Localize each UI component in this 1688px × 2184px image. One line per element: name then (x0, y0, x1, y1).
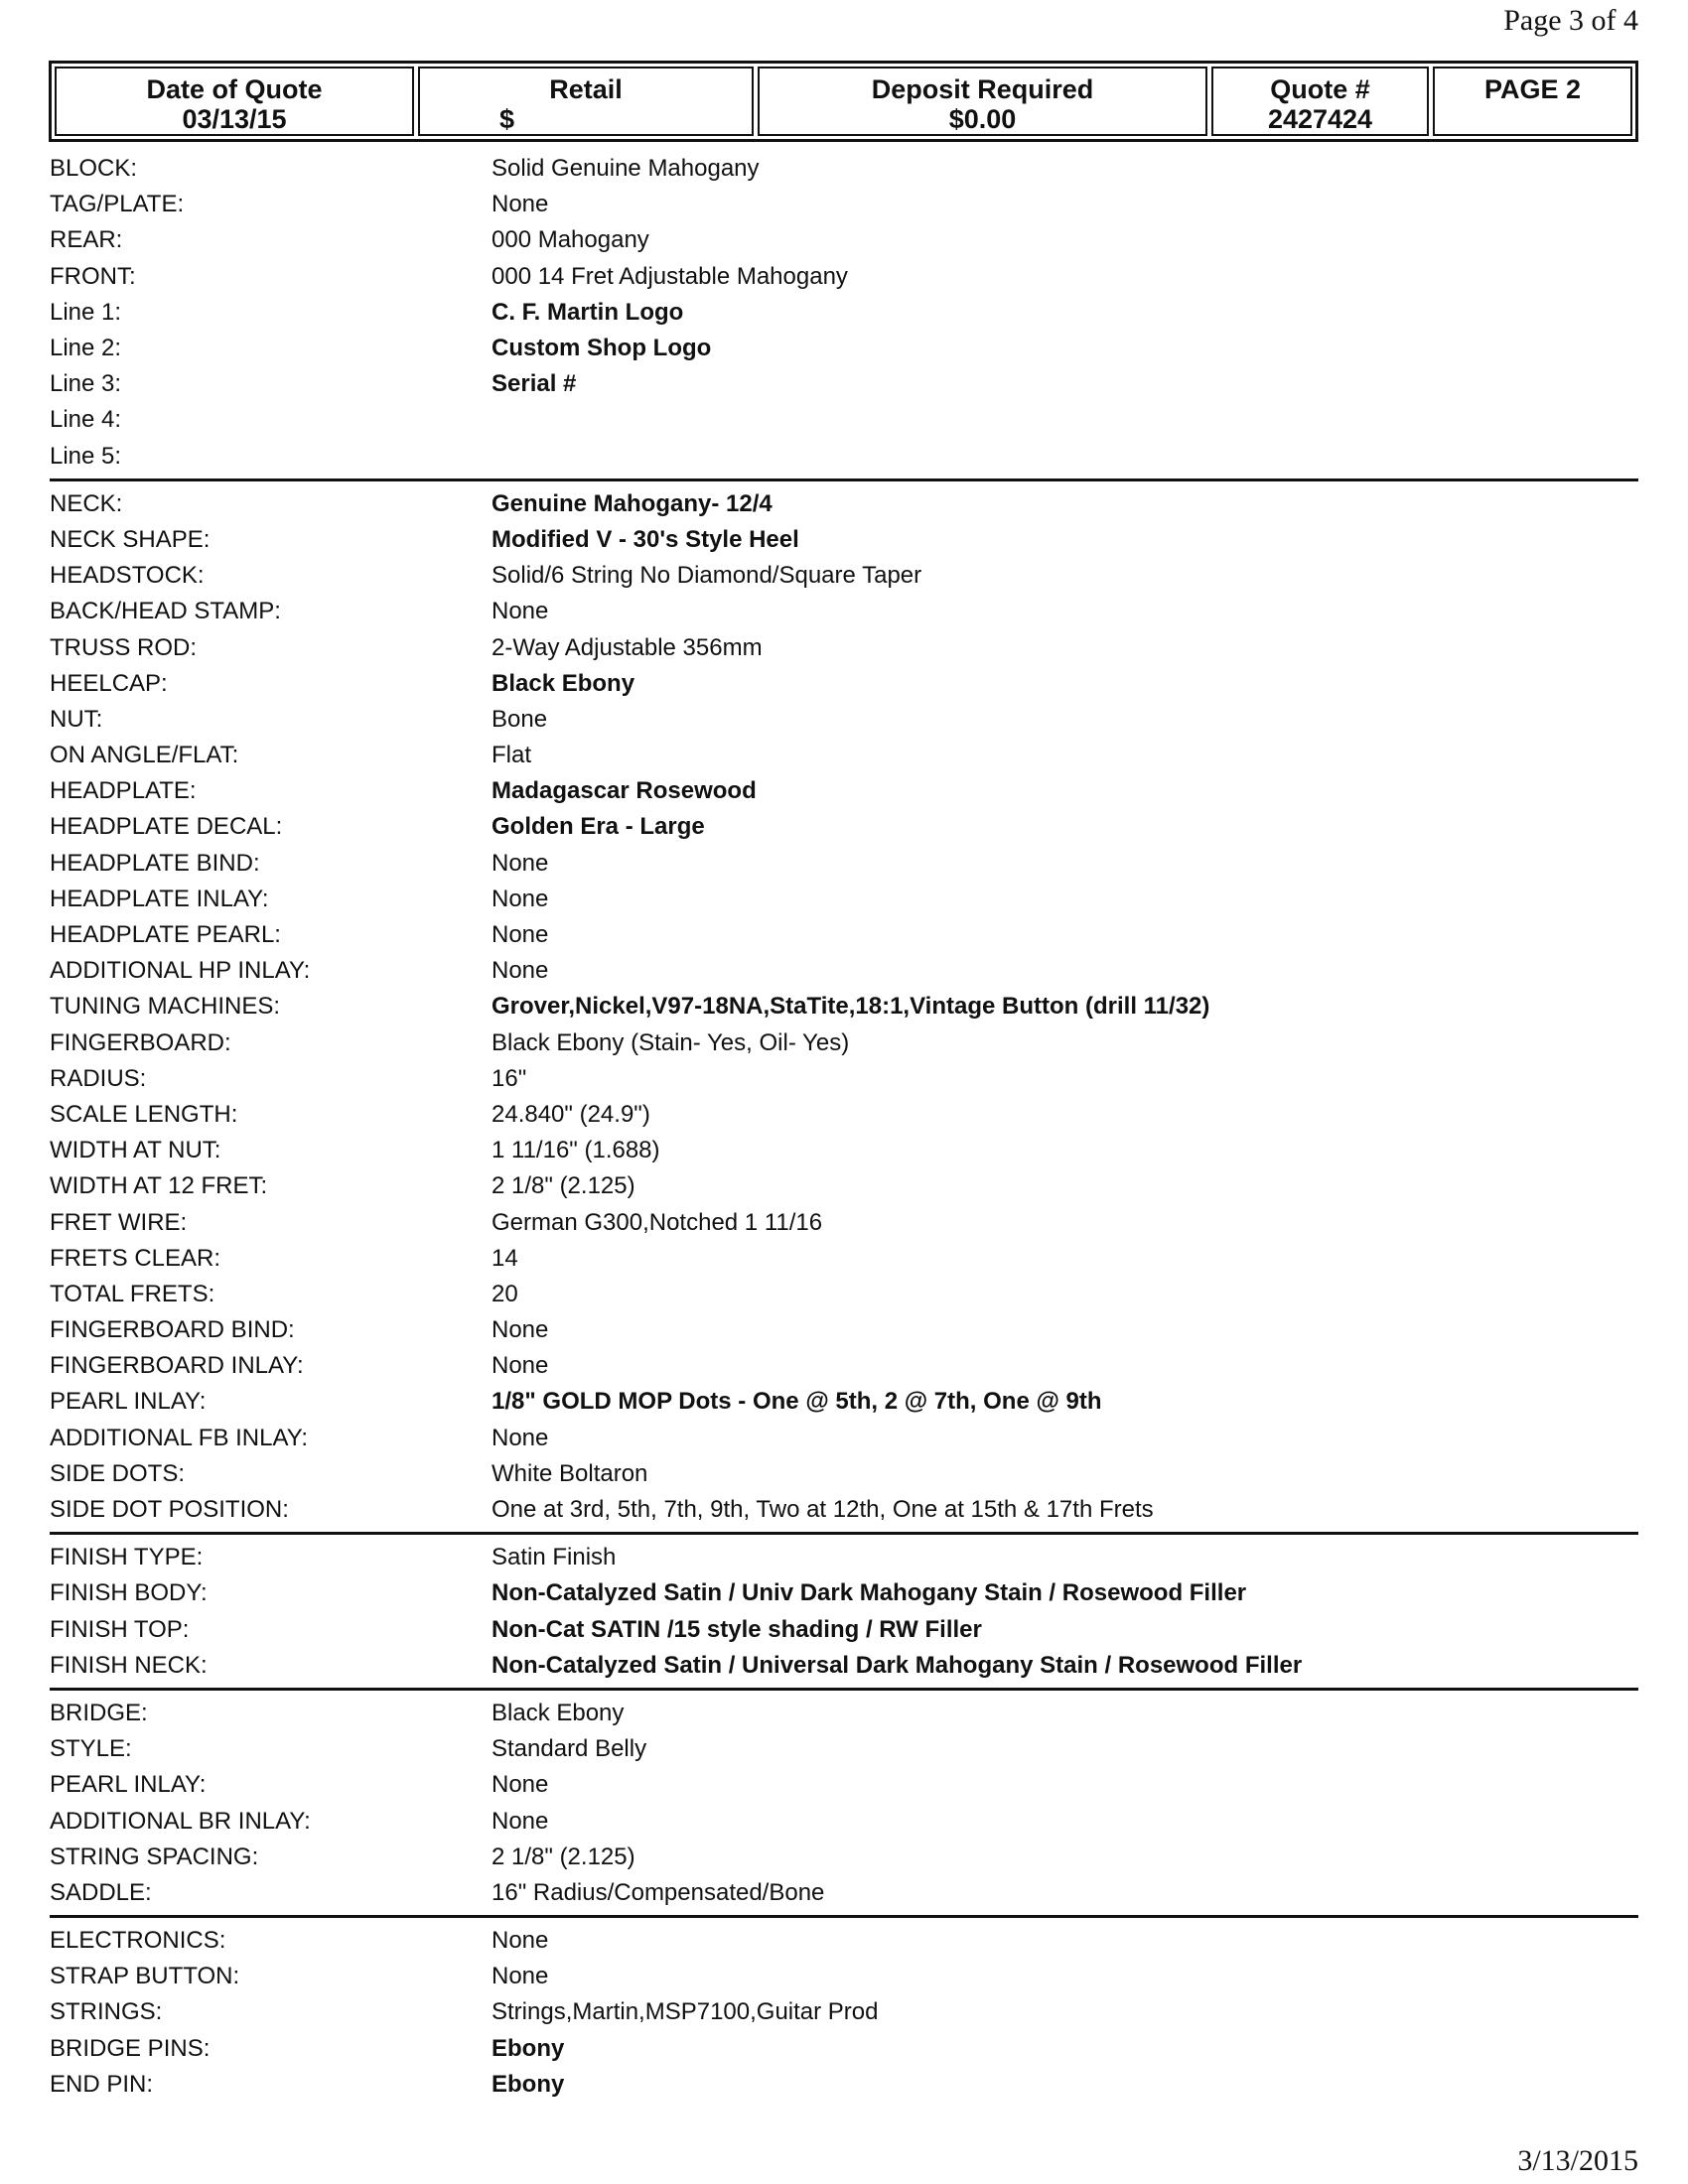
spec-label: WIDTH AT 12 FRET: (50, 1172, 268, 1200)
spec-row (50, 295, 1638, 331)
spec-row (50, 1348, 1638, 1384)
spec-value: Non-Catalyzed Satin / Univ Dark Mahogany Stain / Rosewood Filler (492, 1579, 1247, 1607)
spec-value: None (492, 1352, 549, 1380)
spec-value: Ebony (492, 2034, 565, 2062)
spec-label: FINISH BODY: (50, 1579, 208, 1607)
spec-label: ON ANGLE/FLAT: (50, 742, 239, 769)
spec-label: NECK SHAPE: (50, 525, 211, 553)
spec-row (50, 1959, 1638, 1994)
spec-label: TUNING MACHINES: (50, 993, 281, 1021)
spec-value: 1/8" GOLD MOP Dots - One @ 5th, 2 @ 7th, One @ 9th (492, 1388, 1102, 1416)
spec-label: HEADPLATE: (50, 777, 197, 805)
spec-row (50, 151, 1638, 187)
spec-label: STYLE: (50, 1735, 132, 1763)
spec-row (50, 738, 1638, 773)
spec-row (50, 594, 1638, 629)
spec-label: ELECTRONICS: (50, 1927, 226, 1955)
spec-label: SADDLE: (50, 1878, 152, 1906)
spec-label: END PIN: (50, 2070, 154, 2098)
spec-value: Satin Finish (492, 1544, 617, 1571)
spec-value: 24.840" (24.9") (492, 1100, 650, 1128)
spec-value: 2 1/8" (2.125) (492, 1172, 635, 1200)
spec-row (50, 882, 1638, 917)
spec-row (50, 1025, 1638, 1061)
spec-value: 14 (492, 1244, 518, 1272)
spec-value: None (492, 1316, 549, 1344)
spec-value: 2 1/8" (2.125) (492, 1843, 635, 1870)
spec-row (50, 1456, 1638, 1492)
spec-value: Standard Belly (492, 1735, 647, 1763)
spec-value: Modified V - 30's Style Heel (492, 525, 799, 553)
spec-value: White Boltaron (492, 1459, 648, 1487)
spec-row (50, 1492, 1638, 1528)
retail-value: $ (499, 104, 515, 134)
spec-row (50, 402, 1638, 438)
spec-value: None (492, 1771, 549, 1799)
spec-value: Madagascar Rosewood (492, 777, 757, 805)
spec-label: Line 5: (50, 442, 122, 470)
spec-sections (50, 151, 1638, 2112)
spec-row (50, 187, 1638, 222)
spec-label: FRETS CLEAR: (50, 1244, 221, 1272)
spec-row (50, 1648, 1638, 1684)
spec-section (50, 1696, 1638, 1918)
spec-value: None (492, 191, 549, 218)
spec-value: 16" (492, 1064, 527, 1092)
spec-value: Ebony (492, 2070, 565, 2098)
spec-row (50, 1767, 1638, 1803)
spec-label: HEADPLATE PEARL: (50, 921, 281, 949)
spec-value: Flat (492, 742, 532, 769)
spec-label: WIDTH AT NUT: (50, 1137, 221, 1164)
spec-row (50, 1994, 1638, 2030)
spec-value: Genuine Mahogany- 12/4 (492, 489, 773, 517)
date-of-quote-value: 03/13/15 (182, 104, 287, 134)
spec-row (50, 917, 1638, 953)
spec-label: TOTAL FRETS: (50, 1280, 215, 1307)
spec-row (50, 2031, 1638, 2067)
spec-label: PEARL INLAY: (50, 1771, 207, 1799)
spec-label: Line 2: (50, 335, 122, 362)
spec-label: BLOCK: (50, 155, 138, 183)
spec-label: HEELCAP: (50, 669, 168, 697)
spec-value: Grover,Nickel,V97-18NA,StaTite,18:1,Vintage Button (drill 11/32) (492, 993, 1210, 1021)
spec-value: None (492, 921, 549, 949)
spec-label: SIDE DOTS: (50, 1459, 186, 1487)
spec-row (50, 1696, 1638, 1731)
spec-row (50, 1277, 1638, 1312)
spec-row (50, 1133, 1638, 1168)
spec-value: 1 11/16" (1.688) (492, 1137, 660, 1164)
spec-label: RADIUS: (50, 1064, 147, 1092)
spec-value: None (492, 849, 549, 877)
spec-label: PEARL INLAY: (50, 1388, 207, 1416)
spec-row (50, 1097, 1638, 1133)
quote-number-label: Quote # (1270, 74, 1370, 104)
spec-label: FINGERBOARD BIND: (50, 1316, 295, 1344)
spec-row (50, 1875, 1638, 1911)
spec-label: BRIDGE: (50, 1699, 148, 1726)
spec-row (50, 1840, 1638, 1875)
spec-value: Serial # (492, 370, 577, 398)
footer-date: 3/13/2015 (1517, 2144, 1638, 2177)
spec-label: HEADPLATE INLAY: (50, 885, 269, 912)
spec-label: ADDITIONAL HP INLAY: (50, 957, 311, 985)
spec-row (50, 522, 1638, 558)
date-of-quote-label: Date of Quote (146, 74, 323, 104)
page-number: Page 3 of 4 (1503, 4, 1638, 37)
spec-value: Non-Catalyzed Satin / Universal Dark Mahogany Stain / Rosewood Filler (492, 1651, 1303, 1679)
spec-label: SIDE DOT POSITION: (50, 1496, 289, 1524)
spec-label: ADDITIONAL FB INLAY: (50, 1424, 309, 1451)
spec-row (50, 1384, 1638, 1420)
spec-row (50, 1241, 1638, 1277)
spec-label: HEADPLATE DECAL: (50, 813, 283, 841)
spec-value: Solid/6 String No Diamond/Square Taper (492, 562, 922, 590)
spec-label: SCALE LENGTH: (50, 1100, 238, 1128)
spec-label: BRIDGE PINS: (50, 2034, 211, 2062)
spec-row (50, 953, 1638, 989)
spec-value: Black Ebony (492, 669, 635, 697)
spec-value: Strings,Martin,MSP7100,Guitar Prod (492, 1998, 879, 2026)
spec-label: STRINGS: (50, 1998, 163, 2026)
retail-cell (418, 67, 754, 136)
spec-label: NUT: (50, 705, 103, 733)
spec-value: None (492, 957, 549, 985)
spec-row (50, 846, 1638, 882)
spec-label: FINISH TYPE: (50, 1544, 204, 1571)
quote-header (49, 61, 1638, 142)
spec-label: HEADPLATE BIND: (50, 849, 260, 877)
spec-value: Solid Genuine Mahogany (492, 155, 760, 183)
spec-value: None (492, 885, 549, 912)
spec-label: FINISH TOP: (50, 1615, 190, 1643)
spec-row (50, 1731, 1638, 1767)
spec-row (50, 439, 1638, 475)
spec-label: Line 1: (50, 298, 122, 326)
spec-value: None (492, 1807, 549, 1835)
spec-label: TAG/PLATE: (50, 191, 185, 218)
spec-section (50, 1540, 1638, 1691)
spec-row (50, 1168, 1638, 1204)
spec-value: Bone (492, 705, 548, 733)
spec-row (50, 1061, 1638, 1097)
spec-label: STRING SPACING: (50, 1843, 259, 1870)
quote-number-cell (1211, 67, 1429, 136)
spec-label: FRONT: (50, 262, 136, 290)
spec-row (50, 1312, 1638, 1348)
spec-row (50, 1612, 1638, 1648)
spec-value: None (492, 1927, 549, 1955)
spec-row (50, 989, 1638, 1024)
spec-label: HEADSTOCK: (50, 562, 205, 590)
spec-value: 20 (492, 1280, 518, 1307)
deposit-cell (758, 67, 1207, 136)
spec-section (50, 486, 1638, 1535)
spec-label: TRUSS ROD: (50, 633, 198, 661)
spec-value: Black Ebony (492, 1699, 625, 1726)
spec-label: REAR: (50, 226, 123, 254)
spec-row (50, 629, 1638, 665)
spec-value: 2-Way Adjustable 356mm (492, 633, 763, 661)
page-label: PAGE 2 (1483, 74, 1582, 104)
spec-row (50, 702, 1638, 738)
spec-value: Custom Shop Logo (492, 335, 712, 362)
quote-number-value: 2427424 (1267, 104, 1373, 134)
spec-value: One at 3rd, 5th, 7th, 9th, Two at 12th, One at 15th & 17th Frets (492, 1496, 1154, 1524)
spec-row (50, 1923, 1638, 1959)
deposit-value: $0.00 (948, 104, 1017, 134)
spec-value: German G300,Notched 1 11/16 (492, 1208, 823, 1236)
spec-value: 000 Mahogany (492, 226, 649, 254)
spec-value: Non-Cat SATIN /15 style shading / RW Filler (492, 1615, 982, 1643)
spec-row (50, 1540, 1638, 1575)
spec-row (50, 558, 1638, 594)
spec-label: FINISH NECK: (50, 1651, 208, 1679)
spec-label: NECK: (50, 489, 123, 517)
spec-row (50, 486, 1638, 522)
deposit-label: Deposit Required (871, 74, 1094, 104)
spec-label: STRAP BUTTON: (50, 1963, 240, 1990)
spec-section (50, 1923, 1638, 2107)
spec-section (50, 151, 1638, 481)
spec-label: Line 4: (50, 406, 122, 434)
spec-row (50, 1421, 1638, 1456)
spec-value: None (492, 1963, 549, 1990)
spec-row (50, 222, 1638, 258)
spec-row (50, 809, 1638, 845)
spec-label: FINGERBOARD: (50, 1028, 231, 1056)
spec-row (50, 1204, 1638, 1240)
spec-row (50, 773, 1638, 809)
spec-value: None (492, 598, 549, 625)
spec-row (50, 259, 1638, 295)
spec-value: 16" Radius/Compensated/Bone (492, 1878, 825, 1906)
spec-label: BACK/HEAD STAMP: (50, 598, 281, 625)
spec-row (50, 1803, 1638, 1839)
spec-row (50, 666, 1638, 702)
spec-row (50, 366, 1638, 402)
spec-row (50, 331, 1638, 366)
spec-value: Golden Era - Large (492, 813, 705, 841)
spec-label: FINGERBOARD INLAY: (50, 1352, 304, 1380)
spec-row (50, 1575, 1638, 1611)
page-label-cell (1433, 67, 1632, 136)
spec-value: 000 14 Fret Adjustable Mahogany (492, 262, 848, 290)
spec-row (50, 2067, 1638, 2103)
spec-label: Line 3: (50, 370, 122, 398)
spec-label: ADDITIONAL BR INLAY: (50, 1807, 311, 1835)
spec-value: C. F. Martin Logo (492, 298, 684, 326)
spec-value: Black Ebony (Stain- Yes, Oil- Yes) (492, 1028, 850, 1056)
date-of-quote-cell (55, 67, 414, 136)
spec-label: FRET WIRE: (50, 1208, 188, 1236)
spec-value: None (492, 1424, 549, 1451)
retail-label: Retail (549, 74, 623, 104)
